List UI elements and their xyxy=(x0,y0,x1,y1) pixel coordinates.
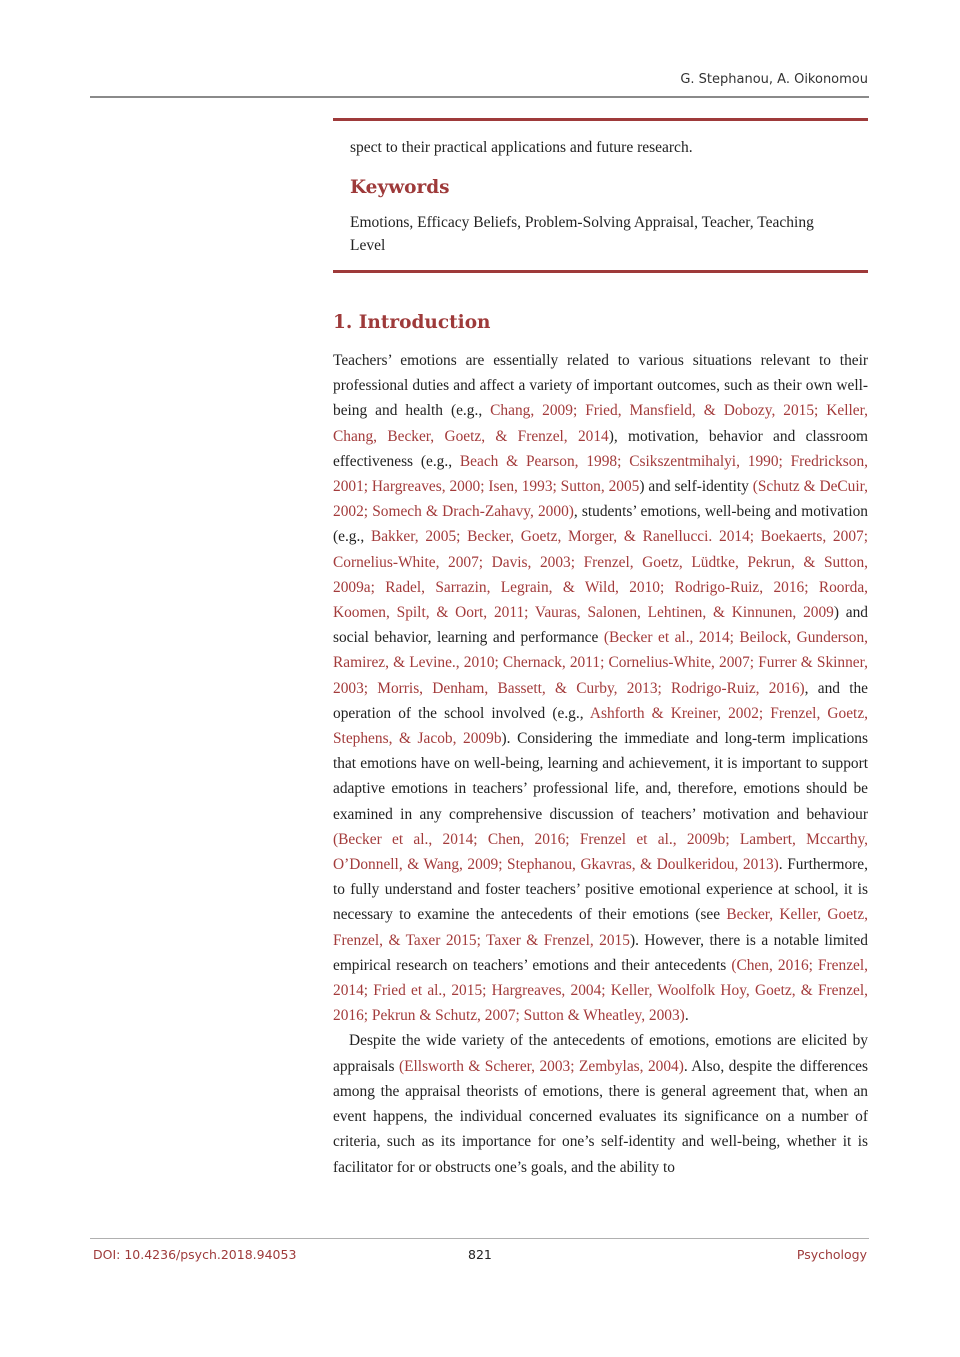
body-paragraph xyxy=(333,1028,868,1179)
citation-link[interactable]: (Schutz & DeCuir, 2002; Somech & Drach-Zahavy, 2000) xyxy=(333,478,868,521)
body-paragraph xyxy=(333,348,868,1028)
citation-link[interactable]: (Ellsworth & Scherer, 2003; Zembylas, 2004) xyxy=(398,1057,684,1075)
citation-link[interactable]: Beach & Pearson, 1998; Csikszentmihalyi, 1990; Fredrickson, 2001; Hargreaves, 2000; Isen, 1993; Sutton, 2005 xyxy=(333,452,868,496)
citation-link[interactable]: (Becker et al., 2014; Chen, 2016; Frenzel et al., 2009b; Lambert, Mccarthy, O’Donnell, & Wang, 2009; Stephanou, Gkavras, & Doulkeridou, 2013) xyxy=(333,830,868,874)
abstract-box-bottom-rule xyxy=(333,270,868,273)
abstract-box-top-rule xyxy=(333,118,868,121)
body-text-run: , students’ emotions, well-being and motivation (e.g., xyxy=(333,503,868,546)
footer-page-number: 821 xyxy=(468,1247,492,1262)
keywords-list: Emotions, Efficacy Beliefs, Problem-Solving Appraisal, Teacher, Teaching Level xyxy=(350,214,814,254)
body-text-run: ). However, there is a notable limited empirical research on teachers’ emotions and their antecedents xyxy=(333,931,868,974)
body-text-run: ). Considering the immediate and long-term implications that emotions have on well-being, learning and achievement, it is important to support adaptive emotions in teachers’ professional life, and, therefore, emotions should be examined in any comprehensive discussion of teachers’ motivation and behaviour xyxy=(333,730,868,823)
keywords-heading: Keywords xyxy=(350,177,450,198)
citation-link[interactable]: Chang, 2009; Fried, Mansfield, & Dobozy, 2015; Keller, Chang, Becker, Goetz, & Frenzel, 2014 xyxy=(333,402,868,445)
introduction-body xyxy=(333,348,868,1180)
footer-journal-name[interactable]: Psychology xyxy=(796,1247,867,1262)
body-text-run: Despite the wide variety of the antecedents of emotions, emotions are elicited by appraisals xyxy=(333,1032,868,1075)
citation-link[interactable]: (Chen, 2016; Frenzel, 2014; Fried et al., 2015; Hargreaves, 2004; Keller, Woolfolk Hoy, Goetz, & Frenzel, 2016; Pekrun & Schutz, 2007; Sutton & Wheatley, 2003) xyxy=(333,956,868,1025)
citation-link[interactable]: (Becker et al., 2014; Beilock, Gunderson, Ramirez, & Levine., 2010; Chernack, 2011; Cornelius-White, 2007; Furrer & Skinner, 2003; Morris, Denham, Bassett, & Curby, 2013; Rodrigo-Ruiz, 2016) xyxy=(333,629,869,697)
body-text-run: . Also, despite the differences among the appraisal theorists of emotions, there is general agreement that, when an event happens, the individual concerned evaluates its significance on a number of criteria, such as its importance for one’s self-identity and well-being, whether it is facilitator for or obstructs one’s goals, and the ability to xyxy=(333,1057,869,1176)
body-text-run: ) and self-identity xyxy=(639,478,753,496)
abstract-tail-text: spect to their practical applications and future research. xyxy=(350,139,693,156)
section-heading-introduction: 1. Introduction xyxy=(333,312,491,333)
citation-link[interactable]: Becker, Keller, Goetz, Frenzel, & Taxer 2015; Taxer & Frenzel, 2015 xyxy=(333,906,868,949)
body-text-run: Teachers’ emotions are essentially related to various situations relevant to their professional duties and affect a variety of important outcomes, such as their own well-being and health (e.g., xyxy=(333,352,868,420)
body-text-run: ) and social behavior, learning and performance xyxy=(333,604,868,647)
header-author-line: G. Stephanou, A. Oikonomou xyxy=(680,72,868,87)
citation-link[interactable]: Ashforth & Kreiner, 2002; Frenzel, Goetz, Stephens, & Jacob, 2009b xyxy=(333,704,868,748)
body-text-run: . Furthermore, to fully understand and foster teachers’ positive emotional experience at school, it is necessary to examine the antecedents of their emotions (see xyxy=(333,856,868,924)
body-text-run: , and the operation of the school involved (e.g., xyxy=(333,679,868,722)
body-text-run: ), motivation, behavior and classroom effectiveness (e.g., xyxy=(333,427,868,470)
footer-doi-link[interactable]: DOI: 10.4236/psych.2018.94053 xyxy=(93,1247,297,1262)
footer-divider xyxy=(90,1238,869,1239)
header-divider xyxy=(90,96,869,98)
citation-link[interactable]: Bakker, 2005; Becker, Goetz, Morger, & Ranellucci. 2014; Boekaerts, 2007; Cornelius-White, 2007; Davis, 2003; Frenzel, Goetz, Lüdtke, Pekrun, & Sutton, 2009a; Radel, Sarrazin, Legrain, & Wild, 2010; Rodrigo-Ruiz, 2016; Roorda, Koomen, Spilt, & Oort, 2011; Vauras, Salonen, Lehtinen, & Kinnunen, 2009 xyxy=(333,528,868,622)
body-text-run: . xyxy=(684,1007,689,1025)
